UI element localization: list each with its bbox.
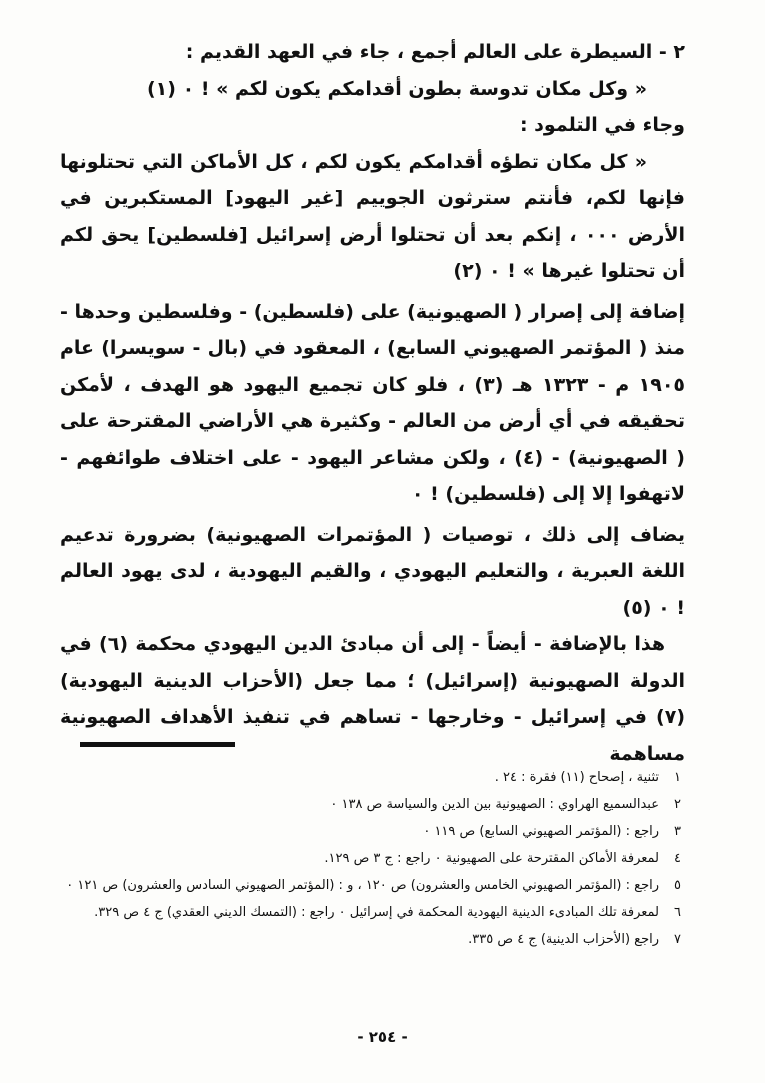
footnote-item <box>60 764 681 791</box>
footnote-number: ٤ <box>674 851 681 866</box>
footnote-text: راجع (الأحزاب الدينية) ج ٤ ص ٣٣٥. <box>468 932 659 947</box>
footnote-item <box>60 872 681 899</box>
footnote-text: لمعرفة تلك المبادىء الدينية اليهودية المحكمة في إسرائيل ٠ راجع : (التمسك الديني العقدي) ج ٤ ص ٣٢٩. <box>94 905 659 920</box>
footnote-item <box>60 926 681 953</box>
quote-old-testament: « وكل مكان تدوسة بطون أقدامكم يكون لكم » ! ٠ (١) <box>146 77 647 100</box>
paragraph-recommendations: يضاف إلى ذلك ، توصيات ( المؤتمرات الصهيونية) بضرورة تدعيم اللغة العبرية ، والتعليم اليهودي ، والقيم اليهودية ، لدى يهود العالم ! ٠ (٥) <box>60 523 685 619</box>
footnote-item <box>60 899 681 926</box>
quote-talmud: « كل مكان تطؤه أقدامكم يكون لكم ، كل الأماكن التي تحتلونها فإنها لكم، فأنتم سترثون الجوييم [غير اليهود] المستكبرين في الأرض ٠٠٠ ، إنكم بعد أن تحتلوا أرض إسرائيل [فلسطين] يحق لكم أن تحتلوا غيرها » ! ٠ (٢) <box>60 150 685 282</box>
paragraph-religious-principles: هذا بالإضافة - أيضاً - إلى أن مبادئ الدين اليهودي محكمة (٦) في الدولة الصهيونية (إسرائيل) ؛ مما جعل (الأحزاب الدينية اليهودية) (٧) في إسرائيل - وخارجها - تساهم في تنفيذ الأهداف الصهيونية مساهمة <box>60 633 685 765</box>
page-number: - ٢٥٤ - <box>357 1028 408 1046</box>
paragraph-zionist-congress: إضافة إلى إصرار ( الصهيونية) على (فلسطين) - وفلسطين وحدها - منذ ( المؤتمر الصهيوني السابع) ، المعقود في (بال - سويسرا) عام ١٩٠٥ م - ١٣٢٣ هـ (٣) ، فلو كان تجميع اليهود هو الهدف ، لأمكن تحقيقه في أي أرض من العالم - وكثيرة هي الأراضي المقترحة على ( الصهيونية) - (٤) ، ولكن مشاعر اليهود - على اختلاف طوائفهم - لاتهفوا إلا إلى (فلسطين) ! ٠ <box>60 300 686 505</box>
footnote-text: عبدالسميع الهراوي : الصهيونية بين الدين والسياسة ص ١٣٨ ٠ <box>330 797 659 812</box>
footnote-item <box>60 818 681 845</box>
talmud-intro: وجاء في التلمود : <box>519 114 685 136</box>
footnote-text: راجع : (المؤتمر الصهيوني الخامس والعشرون) ص ١٢٠ ، و : (المؤتمر الصهيوني السادس والعشرون) ص ١٢١ ٠ <box>66 878 659 893</box>
footnote-number: ١ <box>674 770 681 785</box>
footnote-text: تثنية ، إصحاح (١١) فقرة : ٢٤ . <box>494 770 659 785</box>
heading-point-2: ٢ - السيطرة على العالم أجمع ، جاء في العهد القديم : <box>185 41 685 63</box>
footnote-text: راجع : (المؤتمر الصهيوني السابع) ص ١١٩ ٠ <box>423 824 659 839</box>
footnotes <box>60 764 681 953</box>
footnote-number: ٦ <box>674 905 681 920</box>
footnote-item <box>60 791 681 818</box>
footnote-separator <box>80 742 235 747</box>
footnote-number: ٧ <box>674 932 681 947</box>
main-text <box>60 34 685 772</box>
footnote-item <box>60 845 681 872</box>
footnote-text: لمعرفة الأماكن المقترحة على الصهيونية ٠ راجع : ج ٣ ص ١٢٩. <box>324 851 659 866</box>
footnote-number: ٢ <box>674 797 681 812</box>
footnote-number: ٥ <box>674 878 681 893</box>
footnote-number: ٣ <box>674 824 681 839</box>
